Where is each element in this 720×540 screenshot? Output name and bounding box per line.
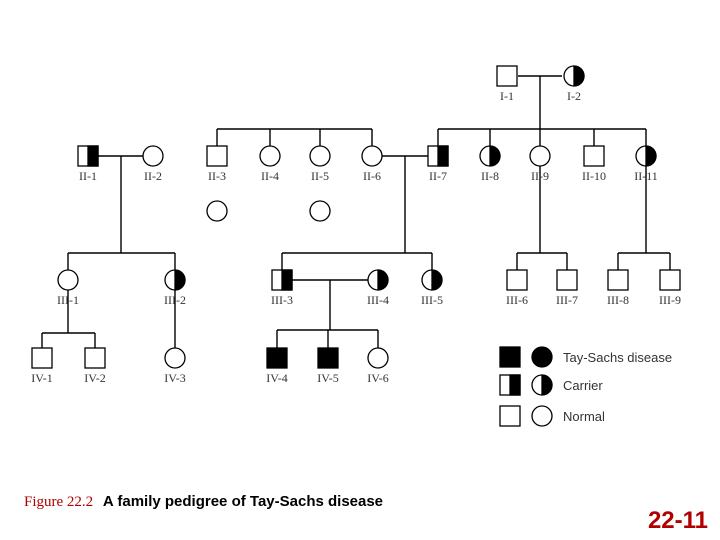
page-number: 22-11: [647, 507, 708, 534]
individual-ii-5: [310, 146, 330, 166]
individual-iii-1: [58, 270, 78, 290]
individual-ii-5-spouse: [310, 201, 330, 221]
carrier-half-fill: [88, 146, 98, 166]
individual-iii-2: [165, 270, 185, 290]
individual-label: II-3: [208, 169, 226, 183]
circle-symbol: [165, 348, 185, 368]
square-symbol: [207, 146, 227, 166]
individual-label: IV-6: [367, 371, 389, 385]
circle-symbol: [207, 201, 227, 221]
legend-label: Carrier: [563, 378, 603, 393]
circle-symbol: [260, 146, 280, 166]
individual-label: III-8: [607, 293, 629, 307]
legend: [500, 347, 672, 426]
individual-label: II-7: [429, 169, 447, 183]
square-symbol: [85, 348, 105, 368]
individual-iv-4: [267, 348, 287, 368]
carrier-half-fill: [378, 270, 388, 290]
individual-iii-4: [368, 270, 388, 290]
individual-label: II-4: [261, 169, 279, 183]
individual-label: III-9: [659, 293, 681, 307]
individual-label: II-10: [582, 169, 606, 183]
individual-label: III-7: [556, 293, 578, 307]
individual-label: IV-5: [317, 371, 339, 385]
individual-ii-3: [207, 146, 227, 166]
pedigree-individuals: [31, 66, 681, 385]
circle-symbol: [368, 348, 388, 368]
circle-symbol: [532, 406, 552, 426]
circle-symbol: [530, 146, 550, 166]
individual-ii-9: [530, 146, 550, 166]
carrier-half-fill: [490, 146, 500, 166]
individual-iv-2: [85, 348, 105, 368]
individual-ii-6: [362, 146, 382, 166]
figure-caption: [24, 493, 383, 511]
carrier-half-fill: [510, 375, 520, 395]
carrier-half-fill: [542, 375, 552, 395]
individual-iii-6: [507, 270, 527, 290]
individual-label: III-3: [271, 293, 293, 307]
individual-label: II-11: [634, 169, 658, 183]
pedigree-connector-lines: [42, 76, 670, 348]
individual-iii-3: [272, 270, 292, 290]
individual-label: II-2: [144, 169, 162, 183]
figure-label: Figure 22.2: [24, 494, 94, 510]
carrier-half-fill: [282, 270, 292, 290]
individual-ii-4: [260, 146, 280, 166]
individual-label: IV-3: [164, 371, 186, 385]
individual-label: III-6: [506, 293, 528, 307]
individual-iii-9: [660, 270, 680, 290]
individual-label: IV-1: [31, 371, 53, 385]
individual-ii-1: [78, 146, 98, 166]
individual-i-1: [497, 66, 517, 86]
individual-label: II-5: [311, 169, 329, 183]
carrier-half-fill: [432, 270, 442, 290]
individual-label: III-5: [421, 293, 443, 307]
circle-symbol: [58, 270, 78, 290]
square-symbol: [608, 270, 628, 290]
square-symbol: [660, 270, 680, 290]
individual-ii-10: [584, 146, 604, 166]
square-symbol: [507, 270, 527, 290]
square-symbol: [497, 66, 517, 86]
individual-label: II-6: [363, 169, 381, 183]
individual-iv-5: [318, 348, 338, 368]
legend-item-affected: [500, 347, 672, 367]
individual-iv-3: [165, 348, 185, 368]
carrier-half-fill: [646, 146, 656, 166]
individual-iv-6: [368, 348, 388, 368]
individual-ii-11: [636, 146, 656, 166]
square-symbol: [500, 347, 520, 367]
individual-iii-7: [557, 270, 577, 290]
square-symbol: [32, 348, 52, 368]
square-symbol: [557, 270, 577, 290]
square-symbol: [318, 348, 338, 368]
individual-label: III-4: [367, 293, 389, 307]
carrier-half-fill: [438, 146, 448, 166]
individual-label: II-1: [79, 169, 97, 183]
legend-item-normal: [500, 406, 605, 426]
individual-i-2: [564, 66, 584, 86]
carrier-half-fill: [175, 270, 185, 290]
individual-label: III-2: [164, 293, 186, 307]
circle-symbol: [532, 347, 552, 367]
circle-symbol: [310, 201, 330, 221]
legend-label: Tay-Sachs disease: [563, 350, 673, 365]
circle-symbol: [362, 146, 382, 166]
individual-iv-1: [32, 348, 52, 368]
individual-ii-2: [143, 146, 163, 166]
figure-title: A family pedigree of Tay-Sachs disease: [102, 493, 384, 510]
individual-label: II-8: [481, 169, 499, 183]
individual-iii-8: [608, 270, 628, 290]
individual-label: I-1: [500, 89, 514, 103]
circle-symbol: [143, 146, 163, 166]
individual-label: IV-2: [84, 371, 106, 385]
individual-label: IV-4: [266, 371, 288, 385]
individual-label: III-1: [57, 293, 79, 307]
individual-iii-5: [422, 270, 442, 290]
individual-label: I-2: [567, 89, 581, 103]
individual-ii-7: [428, 146, 448, 166]
carrier-half-fill: [574, 66, 584, 86]
individual-label: II-9: [531, 169, 549, 183]
square-symbol: [500, 406, 520, 426]
circle-symbol: [310, 146, 330, 166]
square-symbol: [267, 348, 287, 368]
individual-ii-8: [480, 146, 500, 166]
legend-label: Normal: [563, 409, 605, 424]
individual-ii-3-spouse: [207, 201, 227, 221]
legend-item-carrier: [500, 375, 603, 395]
square-symbol: [584, 146, 604, 166]
